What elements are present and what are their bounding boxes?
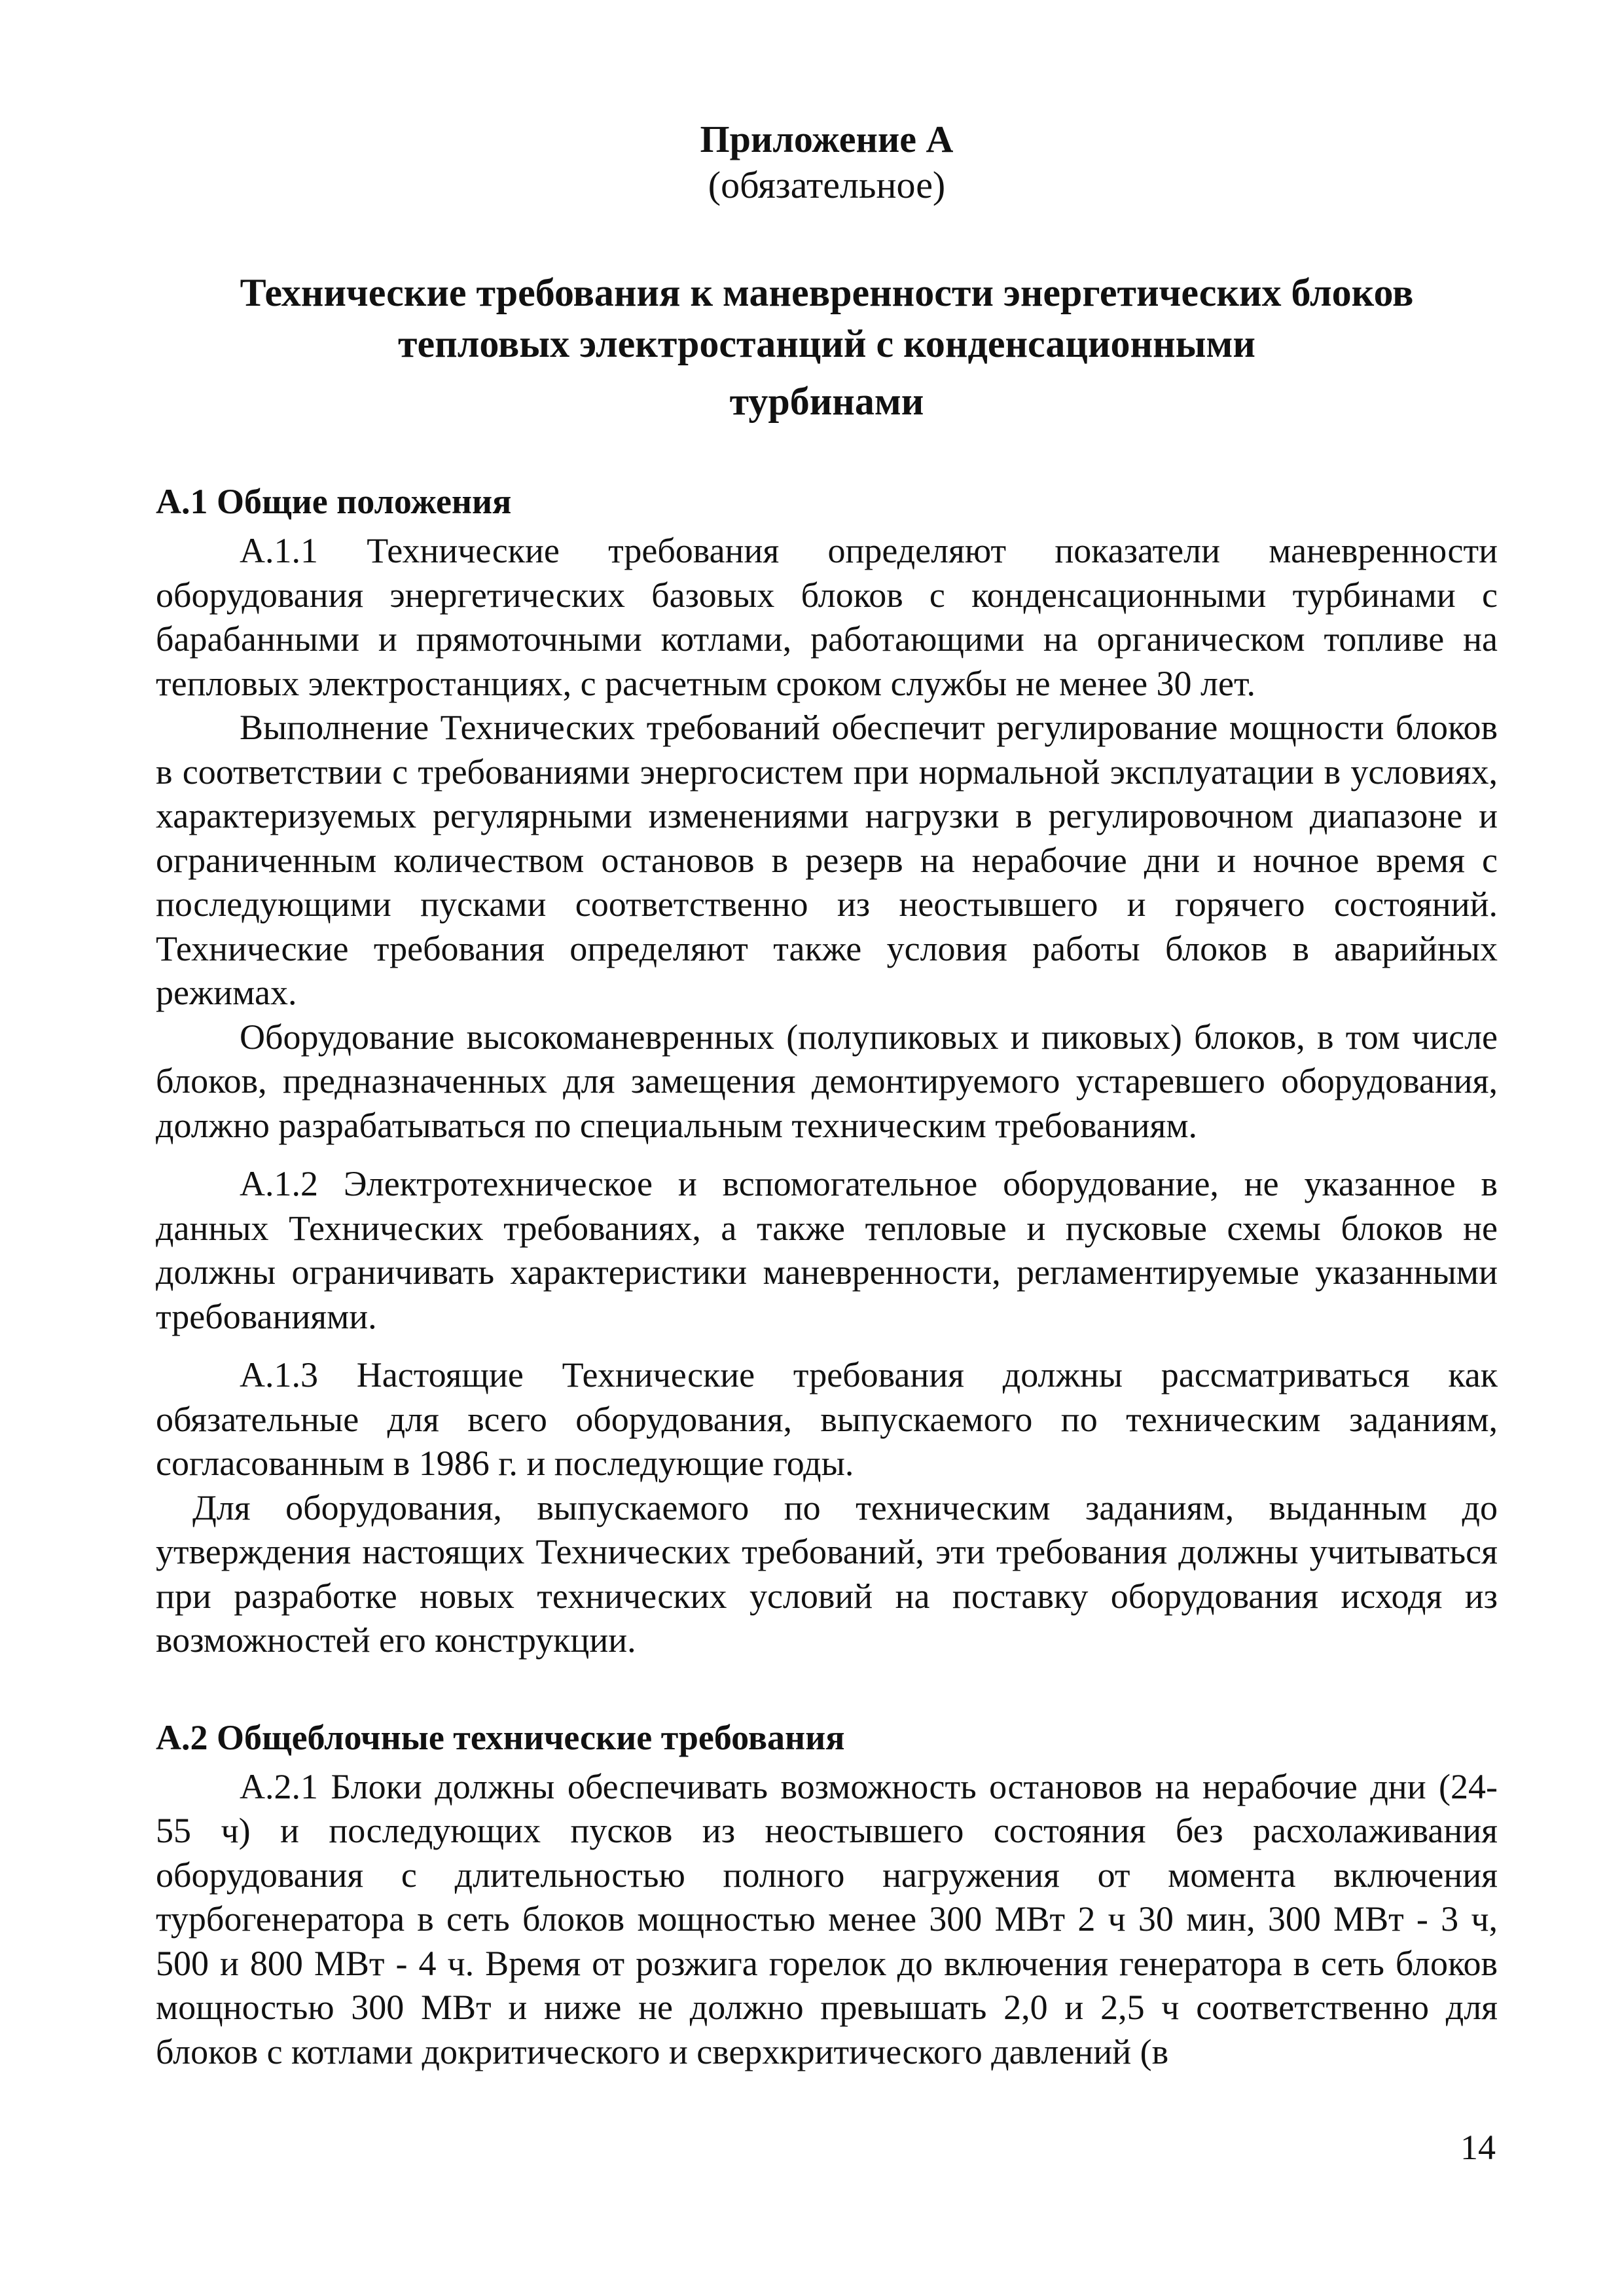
section-heading-a2: А.2 Общеблочные технические требования [156,1717,845,1757]
paragraph-a1-2: А.1.2 Электротехническое и вспомогательное оборудование, не указанное в данных Технических требованиях, а также тепловые и пусковые схемы блоков не должны ограничивать характеристики маневренности, регламентируемые указанными требованиями. [156,1164,1498,1336]
paragraph-a2-1: А.2.1 Блоки должны обеспечивать возможность остановов на нерабочие дни (24-55 ч) и последующих пусков из неостывшего состояния без расхолаживания оборудования с длительностью полного нагружения от момента включения турбогенератора в сеть блоков мощностью менее 300 МВт 2 ч 30 мин, 300 МВт - 3 ч, 500 и 800 МВт - 4 ч. Время от розжига горелок до включения генератора в сеть блоков мощностью 300 МВт и ниже не должно превышать 2,0 и 2,5 ч соответственно для блоков с котлами докритического и сверхкритического давлений (в [156,1766,1498,2071]
paragraph-a1-1: А.1.1 Технические требования определяют показатели маневренности оборудования энергетических базовых блоков с конденсационными турбинами с барабанными и прямоточными котлами, работающими на органическом топливе на тепловых электростанциях, с расчетным сроком службы не менее 30 лет. [156,531,1498,703]
page-number: 14 [1460,2128,1496,2167]
appendix-subtitle: (обязательное) [708,164,946,206]
paragraph-a1-1-equipment: Оборудование высокоманевренных (полупиковых и пиковых) блоков, в том числе блоков, предназначенных для замещения демонтируемого устаревшего оборудования, должно разрабатываться по специальным техническим требованиям. [156,1017,1498,1145]
paragraph-a1-3-note: Для оборудования, выпускаемого по техническим заданиям, выданным до утверждения настоящих Технических требований, эти требования должны учитываться при разработке новых технических условий на поставку оборудования исходя из возможностей его конструкции. [156,1487,1498,1660]
appendix-title: Приложение А [700,118,954,160]
document-title-tail: турбинами [729,380,924,423]
section-heading-a1: А.1 Общие положения [156,482,512,521]
document-page [156,117,1498,2074]
paragraph-a1-1-execution: Выполнение Технических требований обеспечит регулирование мощности блоков в соответствии с требованиями энергосистем при нормальной эксплуатации в условиях, характеризуемых регулярными изменениями нагрузки в регулировочном диапазоне и ограниченным количеством остановов в резерв на нерабочие дни и ночное время с последующими пусками соответственно из неостывшего и горячего состояний. Технические требования определяют также условия работы блоков в аварийных режимах. [156,708,1498,1012]
document-title: Технические требования к маневренности энергетических блоков тепловых электростанций с конденсационными [240,271,1414,365]
paragraph-a1-3: А.1.3 Настоящие Технические требования должны рассматриваться как обязательные для всего оборудования, выпускаемого по техническим заданиям, согласованным в 1986 г. и последующие годы. [156,1355,1498,1483]
